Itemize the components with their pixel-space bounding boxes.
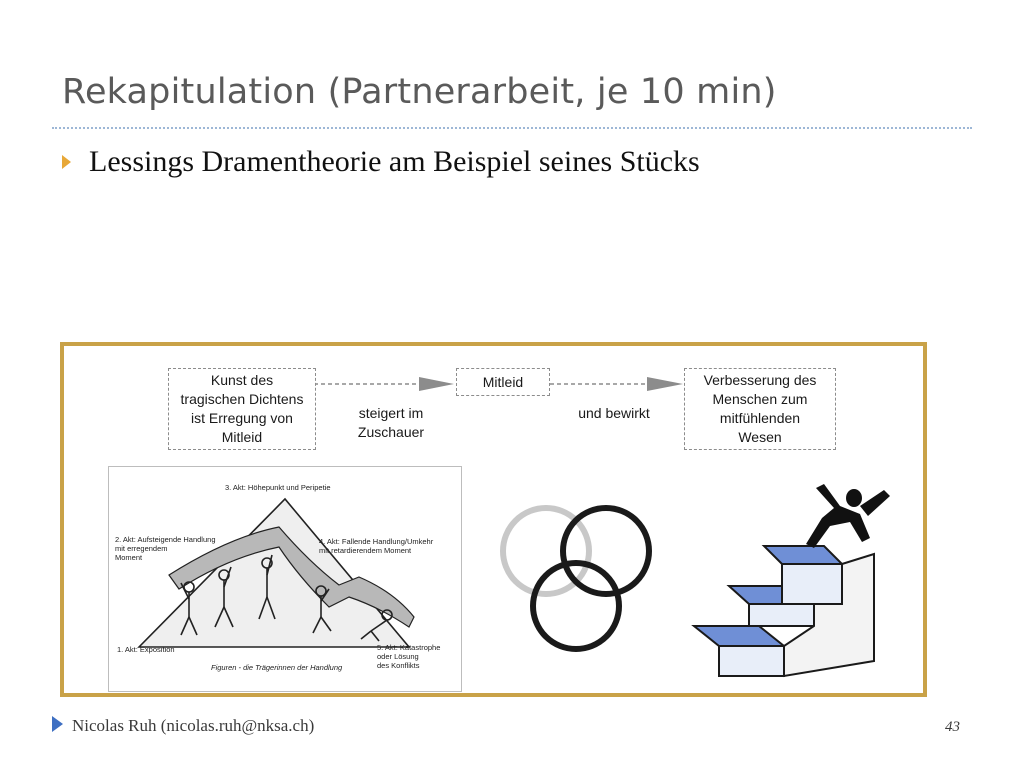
bullet-arrow-icon	[62, 155, 71, 169]
bullet-item	[62, 145, 700, 179]
box-mitleid: Mitleid	[456, 368, 550, 396]
drama-structure-figure	[108, 466, 462, 692]
akt4-label: 4. Akt: Fallende Handlung/Umkehr mit retardierendem Moment	[319, 537, 434, 555]
slide-title: Rekapitulation (Partnerarbeit, je 10 min)	[62, 72, 777, 112]
page-number: 43	[945, 719, 960, 735]
drama-caption: Figuren - die Trägerinnen der Handlung	[211, 663, 343, 672]
akt1-label: 1. Akt: Exposition	[117, 645, 175, 654]
title-divider	[52, 127, 972, 129]
akt5-label: 5. Akt: Katastrophe oder Lösung des Konflikts	[377, 643, 441, 670]
label-steigert: steigert im Zuschauer	[357, 405, 425, 440]
ring-black-right	[563, 508, 649, 594]
figure-frame	[60, 342, 927, 697]
arrow-head-1	[419, 377, 454, 391]
box-kunst: Kunst des tragischen Dichtens ist Erregung von Mitleid	[168, 368, 316, 450]
arrow-head-2	[647, 377, 683, 391]
footer-arrow-icon	[52, 716, 63, 732]
footer-author: Nicolas Ruh (nicolas.ruh@nksa.ch)	[72, 716, 315, 735]
falling-stairs-icon	[664, 476, 904, 691]
box-verbesserung: Verbesserung des Menschen zum mitfühlenden Wesen	[684, 368, 836, 450]
ring-black-bottom	[533, 563, 619, 649]
akt2-label: 2. Akt: Aufsteigende Handlung mit erregendem Moment	[115, 535, 216, 562]
bullet-text: Lessings Dramentheorie am Beispiel seines Stücks	[89, 145, 700, 178]
label-bewirkt: und bewirkt	[578, 405, 650, 421]
interlocking-rings-icon	[494, 496, 662, 664]
akt3-label: 3. Akt: Höhepunkt und Peripetie	[225, 483, 331, 492]
